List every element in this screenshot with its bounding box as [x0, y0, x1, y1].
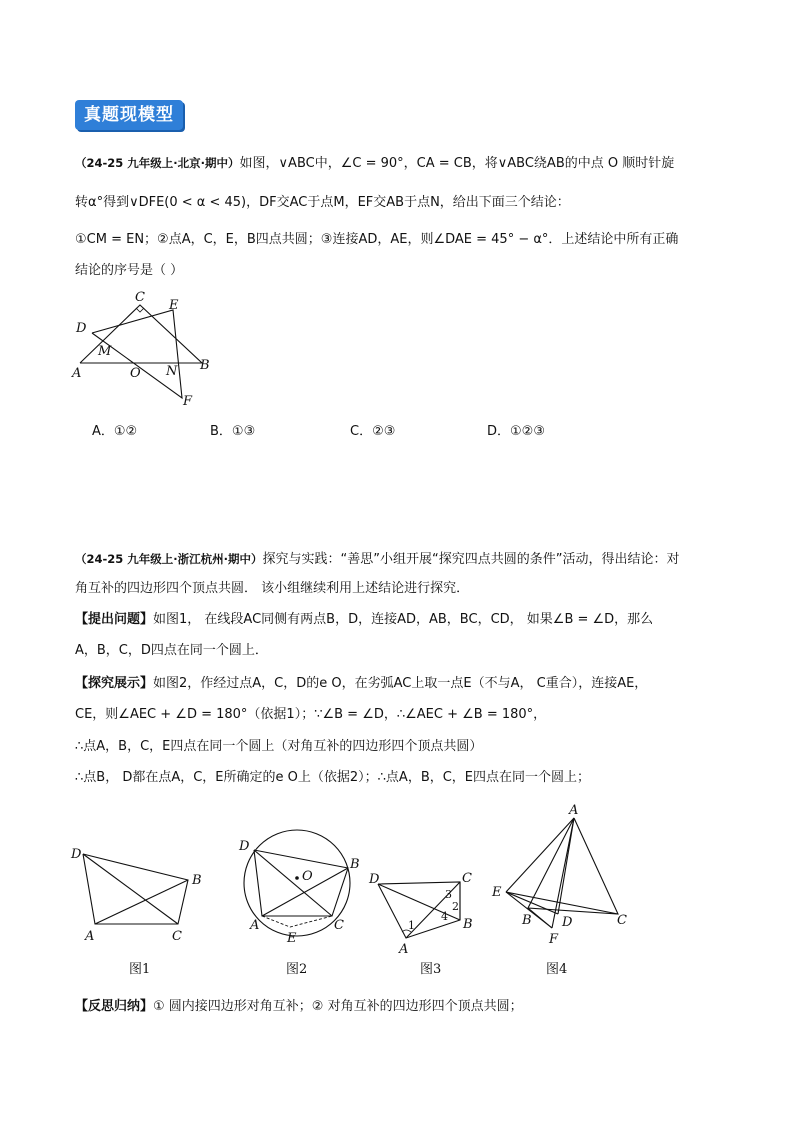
fig2-label-A: A: [250, 918, 260, 933]
q1-stem-1: 如图，∨ABC中，∠C = 90°，CA = CB，将∨ABC绕AB的中点 O 顺时针旋: [239, 156, 675, 171]
q2-line-1: [75, 549, 679, 570]
fig4-label-D: D: [562, 915, 573, 930]
q2-figure-3: [362, 860, 492, 960]
fig3-label-C: C: [462, 871, 472, 886]
q1-label-C: C: [135, 290, 145, 305]
fig1-label-B: B: [192, 873, 202, 888]
fig2-label-B: B: [350, 857, 360, 872]
q2-source: （24-25 九年级上·浙江杭州·期中）: [75, 552, 263, 566]
q1-option-b[interactable]: B．①③: [210, 424, 256, 439]
q1-line-1: [75, 153, 674, 174]
q1-label-E: E: [169, 298, 179, 313]
q1-label-M: M: [98, 344, 112, 359]
q1-stem-4: 结论的序号是（ ）: [75, 263, 184, 278]
fig4-label-E: E: [492, 885, 502, 900]
fig4-label-B: B: [522, 913, 532, 928]
fig4-label-F: F: [549, 932, 559, 947]
q2-line-5: [75, 674, 647, 694]
q1-label-O: O: [130, 366, 141, 381]
q2-figure-1: [65, 842, 215, 942]
q2-figure-4: [486, 802, 636, 952]
fig2-label-D: D: [239, 839, 250, 854]
fig3-label-1: 1: [408, 919, 415, 932]
q2-stem-4: A，B，C，D四点在同一个圆上．: [75, 643, 268, 658]
fig3-label-B: B: [463, 917, 473, 932]
q1-label-D: D: [76, 321, 87, 336]
caption-figure-4: 图4: [546, 962, 568, 977]
fig4-label-A: A: [569, 803, 579, 818]
q2-tag-reflect: 【反思归纳】: [75, 999, 154, 1014]
caption-figure-3: 图3: [420, 962, 442, 977]
caption-figure-1: 图1: [129, 962, 151, 977]
q2-stem-9: ① 圆内接四边形对角互补；② 对角互补的四边形四个顶点共圆；: [153, 999, 523, 1014]
q1-option-c[interactable]: C．②③: [350, 424, 396, 439]
fig1-label-C: C: [172, 929, 182, 942]
q2-stem-2: 角互补的四边形四个顶点共圆． 该小组继续利用上述结论进行探究．: [75, 581, 470, 596]
q1-option-a[interactable]: A．①②: [92, 424, 138, 439]
fig3-label-3: 3: [445, 888, 452, 901]
q2-stem-8: ∴点B， D都在点A，C，E所确定的e O上（依据2）；∴点A，B，C，E四点在同一个圆上；: [75, 770, 591, 785]
fig3-label-4: 4: [441, 910, 448, 923]
fig3-label-2: 2: [452, 900, 459, 913]
q2-line-9: [75, 997, 523, 1017]
fig2-label-C: C: [334, 918, 344, 933]
fig1-label-D: D: [71, 847, 82, 862]
q2-stem-5: 如图2，作经过点A，C，D的e O，在劣弧AC上取一点E（不与A， C重合），连接AE，: [153, 676, 648, 691]
q1-stem-2: 转α°得到∨DFE(0 < α < 45)，DF交AC于点M，EF交AB于点N，给出下面三个结论：: [75, 195, 570, 210]
fig2-label-O: O: [302, 869, 313, 884]
q1-label-F: F: [183, 394, 193, 409]
q2-line-3: [75, 610, 653, 630]
caption-figure-2: 图2: [286, 962, 308, 977]
q1-figure: [60, 285, 230, 410]
q1-option-d[interactable]: D．①②③: [487, 424, 545, 439]
fig2-label-E: E: [287, 931, 297, 946]
fig1-label-A: A: [85, 929, 95, 942]
q2-tag-ask: 【提出问题】: [75, 612, 154, 627]
q1-stem-3: ①CM = EN；②点A，C，E，B四点共圆；③连接AD，AE，则∠DAE = 45° − α°．上述结论中所有正确: [75, 232, 679, 247]
fig4-label-C: C: [617, 913, 627, 928]
q1-label-A: A: [72, 366, 82, 381]
q1-label-B: B: [200, 358, 210, 373]
q1-label-N: N: [166, 364, 178, 379]
q2-stem-7: ∴点A，B，C，E四点在同一个圆上（对角互补的四边形四个顶点共圆）: [75, 739, 483, 754]
q2-figure-2: [230, 828, 370, 948]
fig3-label-A: A: [399, 942, 409, 957]
section-title-badge: 真题现模型: [75, 100, 183, 130]
q1-source: （24-25 九年级上·北京·期中）: [75, 156, 240, 170]
fig3-label-D: D: [369, 872, 380, 887]
q2-stem-6: CE，则∠AEC + ∠D = 180°（依据1）；∵∠B = ∠D，∴∠AEC + ∠B = 180°，: [75, 707, 547, 722]
q2-tag-show: 【探究展示】: [75, 676, 154, 691]
q2-stem-3: 如图1， 在线段AC同侧有两点B，D，连接AD，AB，BC，CD， 如果∠B = ∠D，那么: [153, 612, 654, 627]
q2-stem-1: 探究与实践：“善思”小组开展“探究四点共圆的条件”活动，得出结论：对: [262, 552, 680, 567]
